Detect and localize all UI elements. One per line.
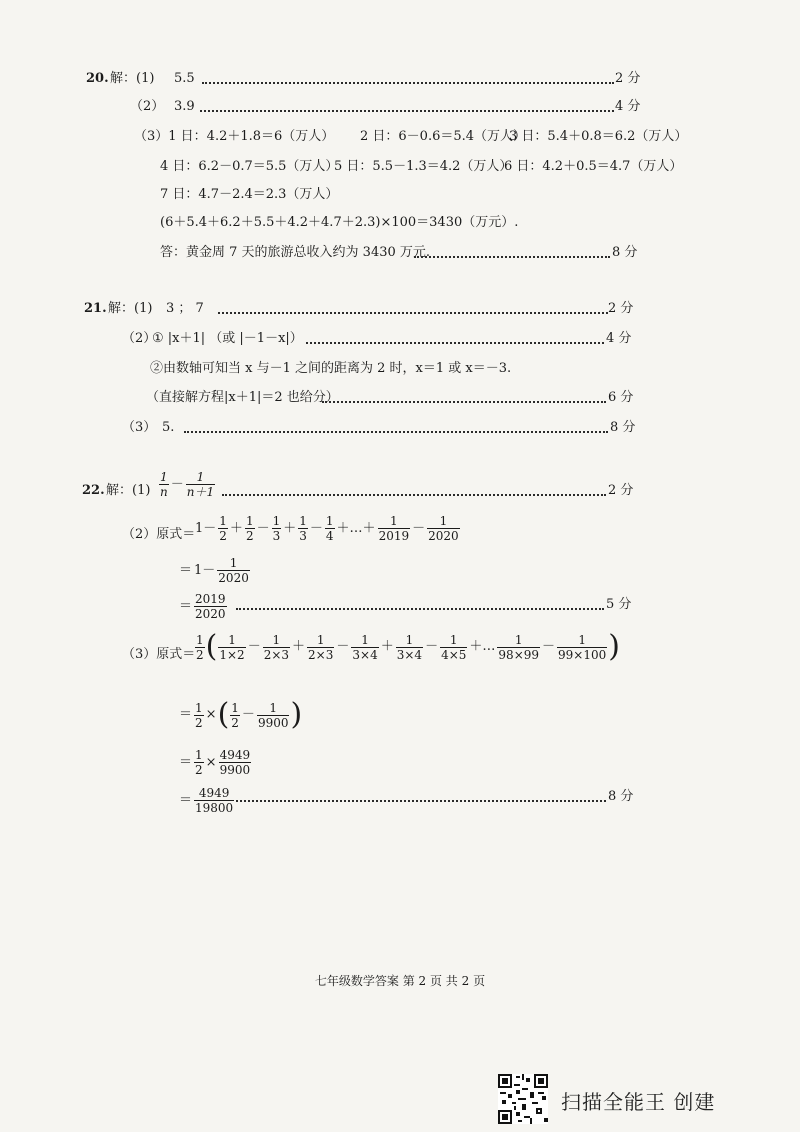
q20-number: 20. [86,71,109,86]
q20-day7: 7 日：4.7－2.4＝2.3（万人） [160,187,339,202]
page-footer: 七年级数学答案 第 2 页 共 2 页 [314,974,486,988]
q22-part2-result: ＝ $\frac{2019}{2020}$ [179,592,226,621]
q22-part1-expression: $\frac{1}{n}$ － $\frac{1}{n+1}$ [160,470,215,499]
qr-code-icon [498,1074,548,1124]
dotted-leader [236,800,606,802]
q20-part1-answer: 5.5 [174,71,195,86]
q21-part2-alt-score: 6 分 [608,390,634,405]
q20-final-answer: 答：黄金周 7 天的旅游总收入约为 3430 万元. [160,245,431,260]
q20-part3-score: 8 分 [612,245,638,260]
q22-part3-expression: $\frac{1}{2}$ ( $\frac{1}{1\times 2}$ － $\frac{1}{2\times 3}$ ＋ $\frac{1}{2\times 3}$ － $\frac{1}{3\times 4}$ ＋ $\frac{1}{3\times 4}$ － $\frac{1}{4\times 5}$ ＋… $\frac{1}{98\times 99}$ － $\frac{1}{99\times 100}$ ) [196,629,620,664]
q21-part2-answer: ① |x＋1| （或 |－1－x|） [152,331,303,346]
q22-part3-score: 8 分 [608,789,634,804]
q20-jie-label: 解：(1) [110,71,155,86]
dotted-leader [200,110,614,112]
q21-number: 21. [84,301,107,316]
q20-part2-answer: 3.9 [174,99,195,114]
q22-part3-label: （3）原式＝ [122,647,196,662]
dotted-leader [218,312,608,314]
dotted-leader [184,431,608,433]
q21-part3-answer: 5. [162,420,175,435]
q22-jie-label: 解：(1) [106,483,151,498]
dotted-leader [222,494,606,496]
q21-jie-label: 解：(1) [108,301,153,316]
q22-number: 22. [82,483,105,498]
q20-day2: 2 日：6－0.6＝5.4（万人） [360,129,527,144]
q20-day1: （3）1 日：4.2＋1.8＝6（万人） [134,129,335,144]
q22-part2-score: 5 分 [606,597,632,612]
q22-part3-step3: ＝ $\frac{1}{2}$ × $\frac{4949}{9900}$ [179,748,251,777]
dotted-leader [322,401,606,403]
q21-alternative-method: （直接解方程|x＋1|＝2 也给分） [146,390,339,405]
q22-part1-score: 2 分 [608,483,634,498]
dotted-leader [202,82,614,84]
q21-part2-score: 4 分 [606,331,632,346]
q20-total-calculation: (6＋5.4＋6.2＋5.5＋4.2＋4.7＋2.3)×100＝3430（万元）. [160,215,519,230]
q21-part1-answer: 3 ； 7 [166,301,204,316]
q22-part2-label: （2）原式＝ [122,527,196,542]
q20-day4: 4 日：6.2－0.7＝5.5（万人） [160,159,339,174]
dotted-leader [236,608,604,610]
scanner-watermark-text: 扫描全能王 创建 [561,1090,716,1114]
dotted-leader [414,256,610,258]
dotted-leader [306,342,604,344]
q21-part3-score: 8 分 [610,420,636,435]
q21-part3-label: （3） [122,420,157,435]
q20-part2-score: 4 分 [615,99,641,114]
q21-part1-score: 2 分 [608,301,634,316]
q21-number-line-note: ②由数轴可知当 x 与－1 之间的距离为 2 时，x＝1 或 x＝－3. [150,361,512,376]
q20-part2-label: （2） [130,99,165,114]
q22-part3-result: ＝ $\frac{4949}{19800}$ [179,786,234,815]
q20-day6: 6 日：4.2＋0.5＝4.7（万人） [504,159,683,174]
q22-part3-step2: ＝ $\frac{1}{2}$ ×( $\frac{1}{2}$ － $\frac{1}{9900}$ ) [179,697,303,732]
q20-day5: 5 日：5.5－1.3＝4.2（万人） [334,159,513,174]
q20-part1-score: 2 分 [615,71,641,86]
q22-part2-expression: 1－ $\frac{1}{2}$ ＋ $\frac{1}{2}$ － $\frac{1}{3}$ ＋ $\frac{1}{3}$ － $\frac{1}{4}$ ＋…＋ $\frac{1}{2019}$ － $\frac{1}{2020}$ [195,514,459,543]
q22-part2-step2: ＝ 1－ $\frac{1}{2020}$ [179,556,249,585]
q21-part2-label: （2） [122,331,157,346]
q20-day3: 3 日：5.4＋0.8＝6.2（万人） [509,129,688,144]
